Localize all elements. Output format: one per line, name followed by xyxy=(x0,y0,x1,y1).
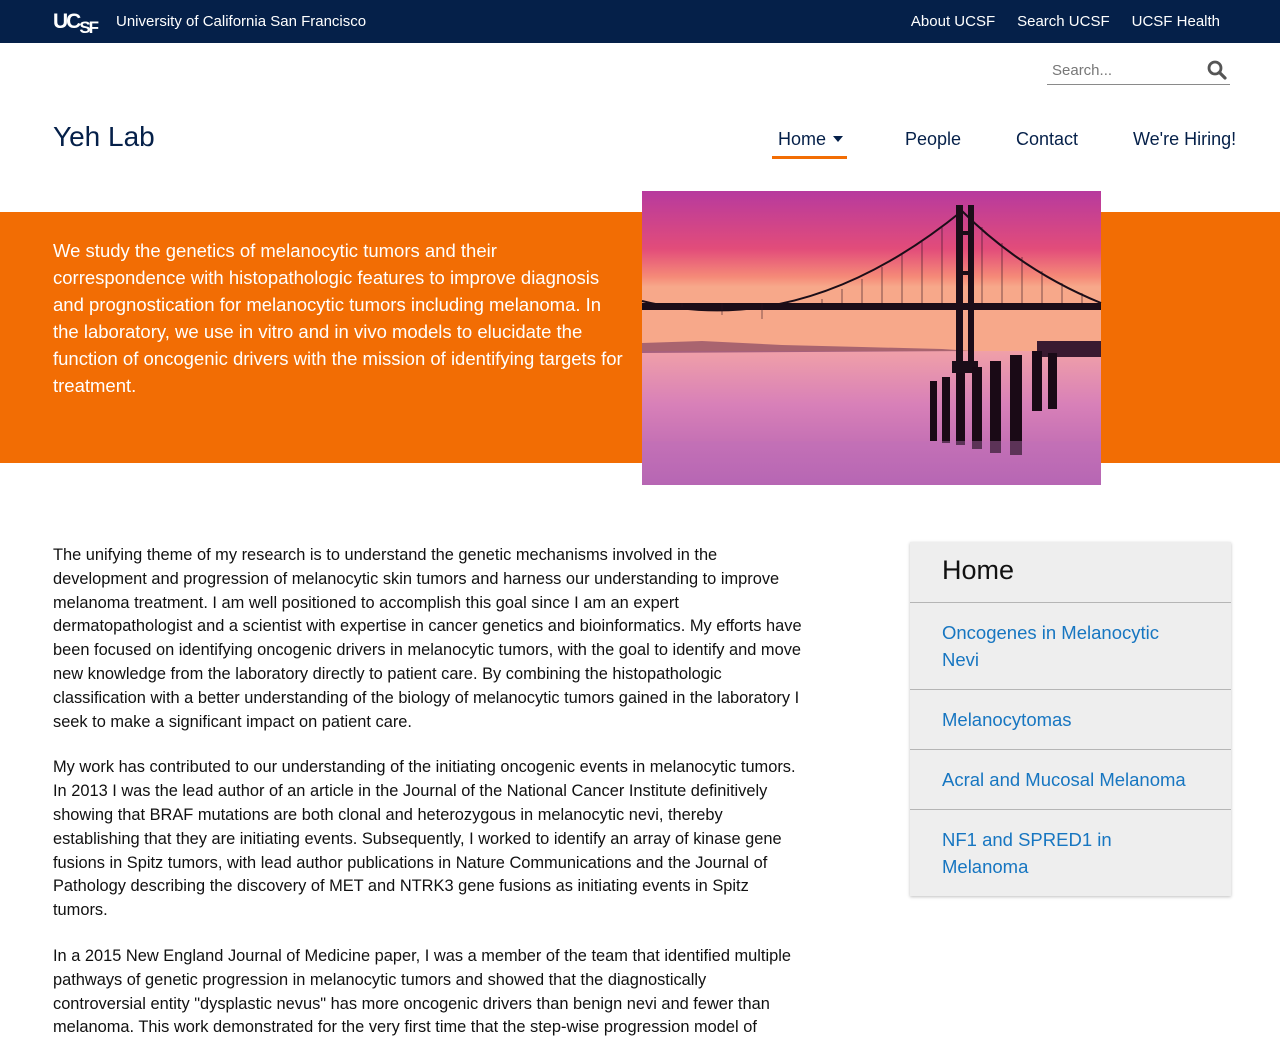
main-nav xyxy=(0,129,1280,159)
site-title[interactable]: Yeh Lab xyxy=(53,121,155,152)
bridge-sunset-image xyxy=(642,191,1101,485)
search-button[interactable] xyxy=(1204,57,1230,83)
sidebar-menu xyxy=(910,542,1231,896)
sidebar-link-oncogenes[interactable]: Oncogenes in Melanocytic Nevi xyxy=(910,603,1231,690)
sidebar-link-melanocytomas[interactable]: Melanocytomas xyxy=(910,690,1231,750)
search-ucsf-link[interactable]: Search UCSF xyxy=(1017,13,1110,30)
about-ucsf-link[interactable]: About UCSF xyxy=(910,13,996,30)
university-name[interactable]: University of California San Francisco xyxy=(116,13,367,30)
main-content xyxy=(53,544,803,1062)
ucsf-health-link[interactable]: UCSF Health xyxy=(1131,13,1220,30)
nav-people[interactable]: People xyxy=(905,129,962,149)
search-input[interactable] xyxy=(1047,58,1197,82)
nav-home-label: Home xyxy=(778,129,827,149)
search-box xyxy=(1047,56,1230,85)
logo-sf: SF xyxy=(79,17,98,37)
sidebar-title: Home xyxy=(910,542,1231,603)
utility-nav xyxy=(911,13,1220,30)
sidebar-link-nf1-spred1[interactable]: NF1 and SPRED1 in Melanoma xyxy=(942,829,1112,877)
ucsf-logo[interactable] xyxy=(53,9,98,37)
content-paragraph: In a 2015 New England Journal of Medicine paper, I was a member of the team that identified multiple pathways of genetic progression in melanocytic tumors and showed that the diagnostically controversial entity "dysplastic nevus" has more oncogenic drivers than benign nevi and fewer than melanoma. This work demonstrated for the very first time that the step-wise progression model of xyxy=(53,946,792,1037)
content-paragraph: The unifying theme of my research is to understand the genetic mechanisms involved in the development and progression of melanocytic skin tumors and harness our understanding to improve melanoma treatment. I am well positioned to accomplish this goal since I am an expert dermatopathologist and a scientist with expertise in cancer genetics and bioinformatics. My efforts have been focused on identifying oncogenic drivers in melanocytic tumors, with the goal to identify and move new knowledge from the laboratory directly to patient care. By combining the histopathologic classification with a better understanding of the biology of melanocytic tumors gained in the laboratory I seek to make a significant impact on patient care. xyxy=(53,546,802,731)
university-bar xyxy=(0,0,1280,43)
search-icon xyxy=(1207,60,1227,80)
caret-down-icon xyxy=(833,136,843,142)
nav-home[interactable] xyxy=(772,129,847,159)
hero-text: We study the genetics of melanocytic tumors and their correspondence with histopathologic features to improve diagnosis and prognostication for melanocytic tumors including melanoma. In the laboratory, we use in vitro and in vivo models to elucidate the function of oncogenic drivers with the mission of identifying targets for treatment. xyxy=(53,240,623,396)
nav-contact[interactable]: Contact xyxy=(1016,129,1079,149)
sidebar-link-acral-mucosal[interactable]: Acral and Mucosal Melanoma xyxy=(910,750,1231,810)
nav-hiring[interactable]: We're Hiring! xyxy=(1133,129,1237,149)
content-paragraph: My work has contributed to our understanding of the initiating oncogenic events in melanocytic tumors. In 2013 I was the lead author of an article in the Journal of the National Cancer Institute definitively showing that BRAF mutations are both clonal and heterozygous in melanocytic nevi, thereby establishing that they are initiating events. Subsequently, I worked to identify an array of kinase gene fusions in Spitz tumors, with lead author publications in Nature Communications and the Journal of Pathology describing the discovery of MET and NTRK3 gene fusions as initiating events in Spitz tumors. xyxy=(53,758,796,920)
logo-uc: UC xyxy=(53,9,80,33)
